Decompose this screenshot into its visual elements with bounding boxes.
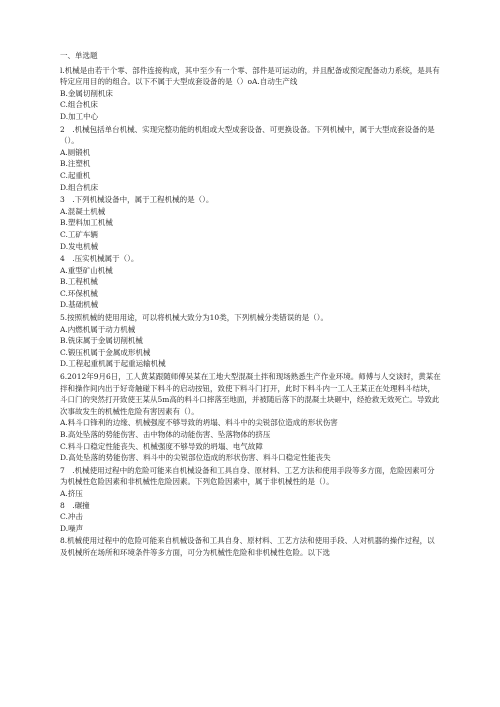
question-6-option-a: A.料斗口锋利的边缘、机械强度不够导致的坍塌、料斗中的尖锐部位造成的形状伤害 [60,418,338,428]
question-6-option-c: C.料斗口稳定性能丧失、机械强度不够导致的坍塌、电气故障 [60,441,263,451]
question-3-stem: 3 .下列机械设备中，属于工程机械的是（）。 [60,195,214,205]
question-6-option-b: B.高处坠落的势能伤害、击中物体的动能伤害、坠落物体的挤压 [60,430,271,439]
section-title: 一、单选题 [60,51,98,60]
question-5-option-c: C.锻压机属于金属成形机械 [60,347,151,357]
question-8-stem: 8.机械使用过程中的危险可能来自机械设备和工具自身、原材料、工艺方法和使用手段、人对机器的操作过程，以及机械所在场所和环境条件等多方面，可分为机械性危险和非机械性危险。以下选 [60,536,435,557]
question-6-option-d: D.高处坠落的势能伤害、料斗中的尖锐部位造成的形状伤害、料斗口稳定性能丧失 [60,453,331,463]
question-5-stem: 5.按照机械的使用用途，可以将机械大致分为10类，下列机械分类错误的是（）。 [60,313,328,323]
question-3-option-c: C.工矿车辆 [60,229,98,239]
question-5-option-d: D.工程起重机属于起重运输机械 [60,359,166,369]
question-2-option-a: A.厕锻机 [60,147,91,157]
question-7-option-b: 8 .碾撞 [60,500,90,510]
question-4-option-c: C.环保机械 [60,288,98,298]
question-3-option-a: A.混凝土机械 [60,206,106,216]
question-1-option-c: C.组合机床 [60,100,98,110]
document-page [60,50,442,559]
question-5-option-b: B.铣床属于金属切削机械 [60,336,143,346]
question-5-option-a: A.内燃机属于动力机械 [60,324,136,334]
question-7-option-d: D.噪声 [60,523,84,533]
question-3-option-d: D.发电机械 [60,241,99,251]
question-1-stem: l.机械是由若干个零、部件连接构成，其中至少有一个零、部件是可运动的，并且配备或预定配备动力系统，是具有特定应用目的的组合。以下不属于大型成套设备的是（）oA.自动生产线 [60,65,440,87]
question-2-option-d: D.组合机床 [60,182,99,192]
question-4-stem: 4 .压实机械属于（）。 [60,254,139,264]
question-4-option-d: D.基础机械 [60,300,99,310]
question-2-stem: 2 .机械包括单台机械、实现完整功能的机组或大型成套设备、可更换设备。下列机械中，属于大型成套设备的是（）。 [60,124,435,146]
question-1-option-b: B.金属切削机床 [60,88,113,98]
question-3-option-b: B.塑料加工机械 [60,218,113,228]
question-7-stem: 7 .机械使用过程中的危险可能来自机械设备和工具自身、原材料、工艺方法和使用手段等多方面，危险因素可分为机械性危险因素和非机械性危险因素。下列危险因素中，属于非机械性的是（）。 [60,465,435,487]
question-7-option-a: A.挤压 [60,488,83,498]
question-4-option-b: B.工程机械 [60,277,98,287]
question-4-option-a: A.重型矿山机械 [60,265,113,275]
question-2-option-b: B.注塑机 [60,159,91,169]
question-6-stem: 6.2012年9月6日，工人黄某跟随师傅吴某在工地大型混凝土拌和现场熟悉生产作业环境。师傅与人交谈时，黄某在拌和操作间内出于好奇触碰下料斗的启动按钮，致使下料斗门打开，此时下料斗内一工人王某正在处理料斗结块，斗口门的突然打开致使王某从5m高的料斗口摔落至地面，并被随后落下的混凝土块砸中，经抢救无效死亡。导致此次事故发生的机械性危险有害因素有（）。 [60,372,441,416]
question-2-option-c: C.起重机 [60,170,91,180]
question-7-option-c: C.冲击 [60,512,83,522]
question-1-option-d: D.加工中心 [60,111,99,121]
